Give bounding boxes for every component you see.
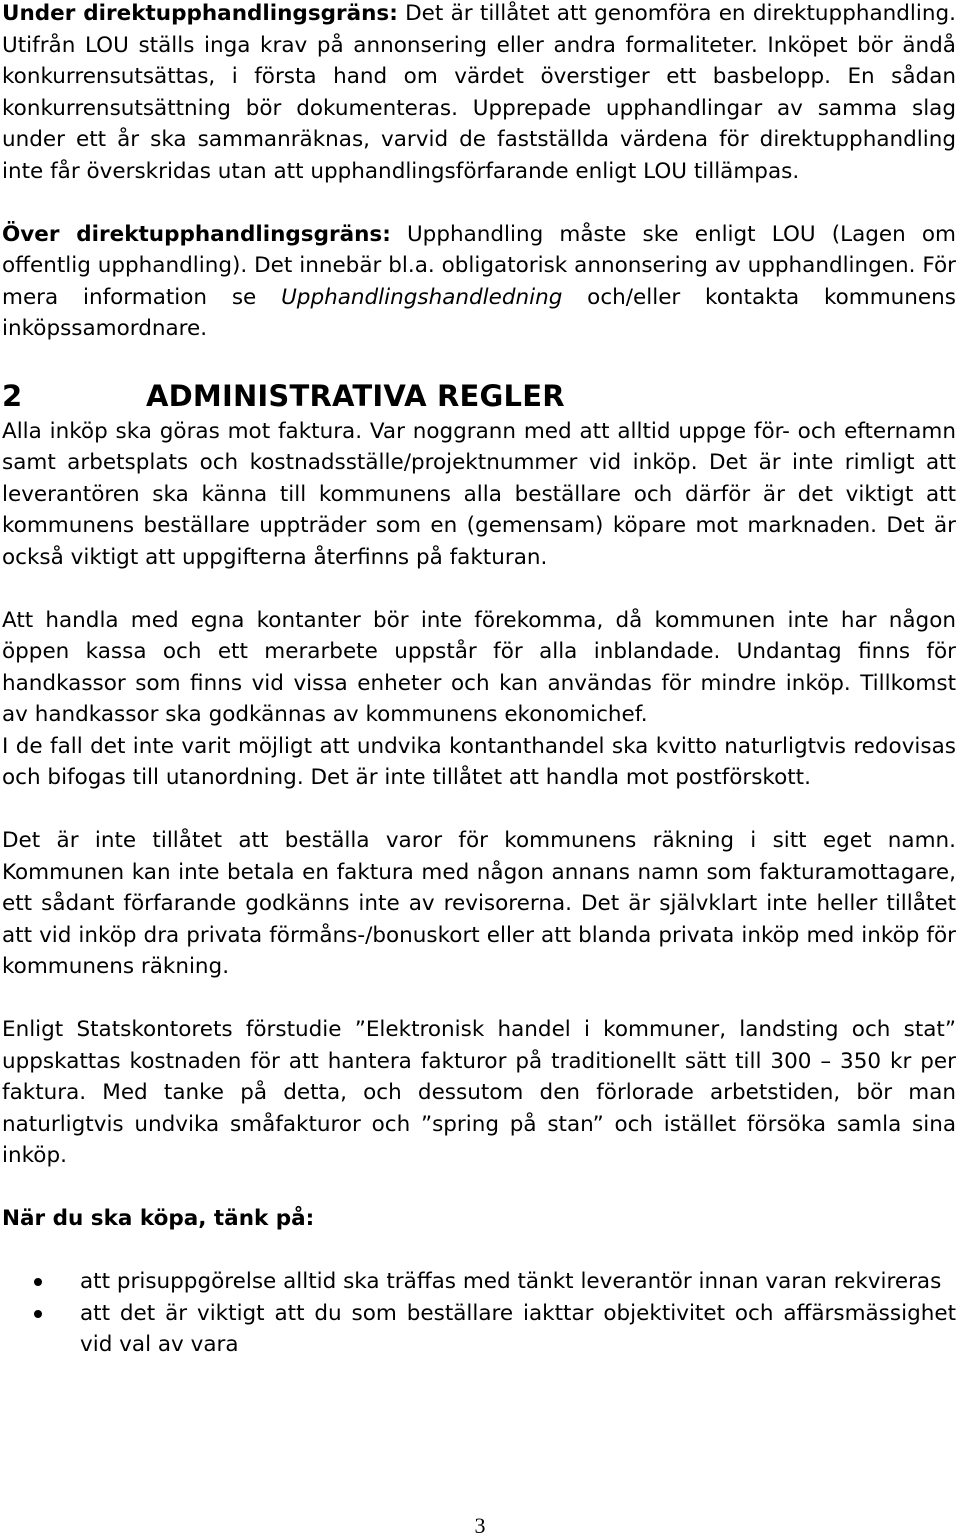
paragraph-over-threshold	[2, 219, 956, 345]
paragraph-under-threshold	[2, 0, 956, 187]
paragraph-text: och/eller kontakta kommunens inköpssamordnare.	[2, 284, 956, 341]
reference-title: Upphandlingshandledning	[281, 284, 563, 310]
paragraph-invoice: Alla inköp ska göras mot faktura. Var noggrann med att alltid uppge för- och efternamn samt arbetsplats och kostnadsställe/projektnummer vid inköp. Det är inte rimligt att leverantören ska känna till kommunens alla beställare och därför är det viktigt att kommunens beställare uppträder som en (gemensam) köpare mot marknaden. Det är också viktigt att uppgifterna återfinns på fakturan.	[2, 418, 956, 570]
page-number: 3	[474, 1513, 486, 1538]
list-item-text: att det är viktigt att du som beställare iakttar objektivitet och affärsmässighet vid val av vara	[80, 1300, 956, 1357]
paragraph-invoice-cost: Enligt Statskontorets förstudie ”Elektronisk handel i kommuner, landsting och stat” uppskattas kostnaden för att hantera fakturor på traditionellt sätt till 300 – 350 kr per faktura. Med tanke på detta, och dessutom den förlorade arbetstiden, bör man naturligtvis undvika småfakturor och ”spring på stan” och istället försöka samla sina inköp.	[2, 1017, 956, 1168]
paragraph-label: Under direktupphandlingsgräns:	[2, 1, 398, 26]
bullet-icon	[34, 1278, 42, 1286]
paragraph-text: Upphandling måste ske enligt LOU (Lagen om offentlig upphandling). Det innebär bl.a. obligatorisk annonsering av upphandlingen. För mera information se	[2, 221, 956, 310]
list-item-text: att prisuppgörelse alltid ska träffas med tänkt leverantör innan varan rekvireras	[80, 1269, 942, 1294]
section-heading	[2, 376, 956, 416]
section-title: ADMINISTRATIVA REGLER	[146, 378, 565, 413]
paragraph-cash: Att handla med egna kontanter bör inte förekomma, då kommunen inte har någon öppen kassa och ett merarbete uppstår för alla inblandade. Undantag finns för handkassor som finns vid vissa enheter och kan användas för mindre inköp. Tillkomst av handkassor ska godkännas av kommunens ekonomichef.	[2, 607, 956, 727]
paragraph-own-name: Det är inte tillåtet att beställa varor för kommunens räkning i sitt eget namn. Kommunen kan inte betala en faktura med någon annans namn som fakturamottagare, ett sådant förfarande godkänns inte av revisorerna. Det är självklart inte heller tillåtet att vid inköp dra privata förmåns-/bonuskort eller att blanda privata inköp med inköp för kommunens räkning.	[2, 828, 956, 979]
section-number: 2	[2, 378, 23, 413]
paragraph-label: Över direktupphandlingsgräns:	[2, 221, 391, 247]
paragraph-text: Det är tillåtet att genomföra en direktupphandling. Utifrån LOU ställs inga krav på annonsering eller andra formaliteter. Inköpet bör ändå konkurrensutsättas, i första hand om värdet överstiger ett basbelopp. En sådan konkurrensutsättning bör dokumenteras. Upprepade upphandlingar av samma slag under ett år ska sammanräknas, varvid de fastställda värdena för direktupphandling inte får överskridas utan att upphandlingsförfarande enligt LOU tillämpas.	[2, 1, 956, 184]
list-item	[2, 1298, 956, 1361]
list-item	[2, 1266, 956, 1298]
bullet-icon	[34, 1310, 42, 1318]
paragraph-receipt: I de fall det inte varit möjligt att undvika kontanthandel ska kvitto naturligtvis redovisas och bifogas till utanordning. Det är inte tillåtet att handla mot postförskott.	[2, 733, 956, 790]
document-page	[2, 0, 956, 1361]
checklist	[2, 1266, 956, 1361]
checklist-heading: När du ska köpa, tänk på:	[2, 1206, 315, 1231]
